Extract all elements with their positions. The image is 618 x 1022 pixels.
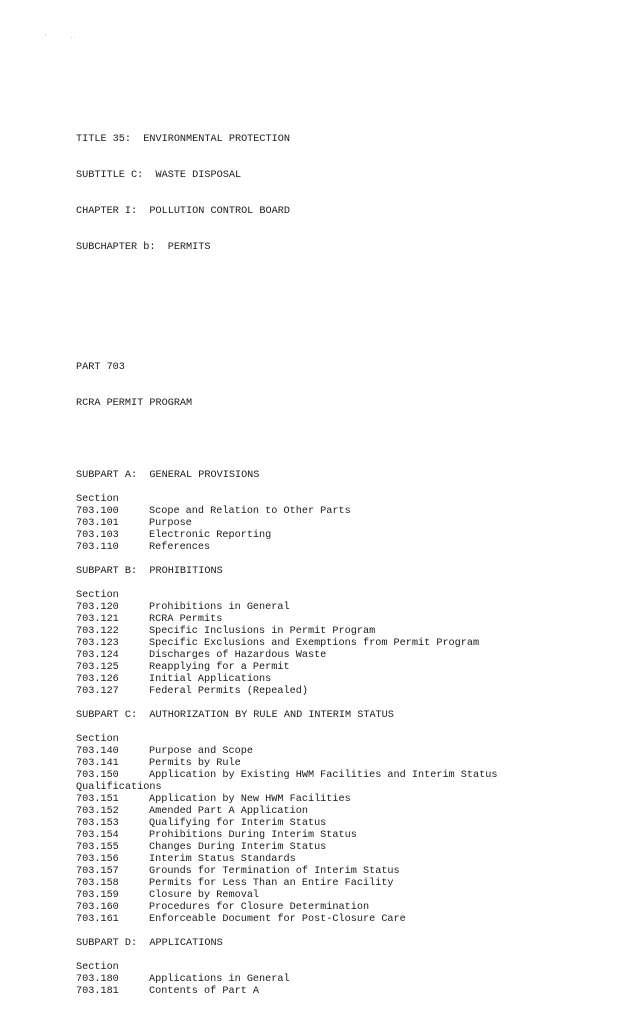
section-title: Applications in General (149, 974, 290, 985)
section-row (76, 626, 606, 638)
subtitle-line: SUBTITLE C: WASTE DISPOSAL (76, 170, 242, 181)
section-number: 703.150 (76, 770, 119, 781)
part-number: PART 703 (76, 362, 125, 373)
section-row (76, 650, 606, 662)
section-row (76, 854, 606, 866)
section-number: 703.124 (76, 650, 119, 661)
section-title: Specific Inclusions in Permit Program (149, 626, 376, 637)
section-number: 703.153 (76, 818, 119, 829)
section-title: Initial Applications (149, 674, 272, 685)
scan-speck: .. (70, 34, 77, 40)
title-line: TITLE 35: ENVIRONMENTAL PROTECTION (76, 134, 290, 145)
section-row (76, 974, 606, 986)
section-title: RCRA Permits (149, 614, 223, 625)
subpart-block (76, 554, 606, 698)
part-name: RCRA PERMIT PROGRAM (76, 398, 193, 409)
section-number: 703.126 (76, 674, 119, 685)
subpart-heading: SUBPART A: GENERAL PROVISIONS (76, 470, 260, 481)
subpart-block (76, 458, 606, 554)
section-number: 703.103 (76, 530, 119, 541)
section-row (76, 506, 606, 518)
section-label: Section (76, 734, 119, 745)
section-number: 703.123 (76, 638, 119, 649)
section-row (76, 914, 606, 926)
section-number: 703.152 (76, 806, 119, 817)
section-number: 703.125 (76, 662, 119, 673)
subparts-list (76, 458, 606, 998)
section-number: 703.155 (76, 842, 119, 853)
section-row (76, 842, 606, 854)
section-title: Permits for Less Than an Entire Facility (149, 878, 394, 889)
section-row (76, 530, 606, 542)
section-row (76, 542, 606, 554)
subpart-block (76, 926, 606, 998)
section-title: Amended Part A Application (149, 806, 308, 817)
section-title-continuation: Qualifications (76, 782, 162, 793)
section-title: Interim Status Standards (149, 854, 296, 865)
section-row (76, 758, 606, 770)
section-row (76, 830, 606, 842)
scan-speck: ' (44, 34, 48, 40)
section-title: Contents of Part A (149, 986, 260, 997)
section-number: 703.141 (76, 758, 119, 769)
section-number: 703.122 (76, 626, 119, 637)
section-row (76, 602, 606, 614)
subpart-heading: SUBPART D: APPLICATIONS (76, 938, 223, 949)
section-title: Prohibitions During Interim Status (149, 830, 357, 841)
section-title: Federal Permits (Repealed) (149, 686, 308, 697)
section-number: 703.140 (76, 746, 119, 757)
section-title: Application by New HWM Facilities (149, 794, 351, 805)
section-number: 703.127 (76, 686, 119, 697)
section-title: References (149, 542, 211, 553)
section-number: 703.101 (76, 518, 119, 529)
section-title: Reapplying for a Permit (149, 662, 290, 673)
part-block (76, 338, 606, 434)
section-title: Scope and Relation to Other Parts (149, 506, 351, 517)
section-number: 703.159 (76, 890, 119, 901)
section-number: 703.157 (76, 866, 119, 877)
section-number: 703.120 (76, 602, 119, 613)
section-row (76, 818, 606, 830)
section-row (76, 866, 606, 878)
section-title: Application by Existing HWM Facilities and Interim Status (149, 770, 498, 781)
section-row (76, 518, 606, 530)
section-row (76, 674, 606, 686)
section-title: Discharges of Hazardous Waste (149, 650, 327, 661)
section-label: Section (76, 494, 119, 505)
section-title: Purpose and Scope (149, 746, 253, 757)
section-row (76, 878, 606, 890)
section-title: Prohibitions in General (149, 602, 290, 613)
subpart-heading: SUBPART C: AUTHORIZATION BY RULE AND INTERIM STATUS (76, 710, 394, 721)
section-title: Purpose (149, 518, 192, 529)
subpart-heading: SUBPART B: PROHIBITIONS (76, 566, 223, 577)
section-row (76, 770, 606, 782)
section-title: Permits by Rule (149, 758, 241, 769)
subpart-block (76, 698, 606, 926)
section-number: 703.181 (76, 986, 119, 997)
section-title: Electronic Reporting (149, 530, 272, 541)
section-title: Qualifying for Interim Status (149, 818, 327, 829)
section-row (76, 890, 606, 902)
section-row (76, 614, 606, 626)
section-number: 703.121 (76, 614, 119, 625)
section-number: 703.154 (76, 830, 119, 841)
section-number: 703.110 (76, 542, 119, 553)
section-title: Closure by Removal (149, 890, 260, 901)
section-number: 703.180 (76, 974, 119, 985)
section-row (76, 746, 606, 758)
section-row (76, 662, 606, 674)
section-number: 703.156 (76, 854, 119, 865)
section-row (76, 806, 606, 818)
table-of-contents (76, 86, 606, 1022)
section-title: Specific Exclusions and Exemptions from Permit Program (149, 638, 480, 649)
section-row (76, 794, 606, 806)
section-label: Section (76, 962, 119, 973)
section-number: 703.158 (76, 878, 119, 889)
section-number: 703.100 (76, 506, 119, 517)
section-title: Grounds for Termination of Interim Status (149, 866, 400, 877)
chapter-line: CHAPTER I: POLLUTION CONTROL BOARD (76, 206, 290, 217)
heading-block (76, 110, 606, 278)
section-label: Section (76, 590, 119, 601)
section-number: 703.160 (76, 902, 119, 913)
section-title: Changes During Interim Status (149, 842, 327, 853)
section-row (76, 686, 606, 698)
section-row (76, 902, 606, 914)
section-number: 703.151 (76, 794, 119, 805)
subchapter-line: SUBCHAPTER b: PERMITS (76, 242, 211, 253)
section-number: 703.161 (76, 914, 119, 925)
section-row (76, 638, 606, 650)
section-title: Procedures for Closure Determination (149, 902, 370, 913)
section-row (76, 986, 606, 998)
section-title: Enforceable Document for Post-Closure Care (149, 914, 406, 925)
